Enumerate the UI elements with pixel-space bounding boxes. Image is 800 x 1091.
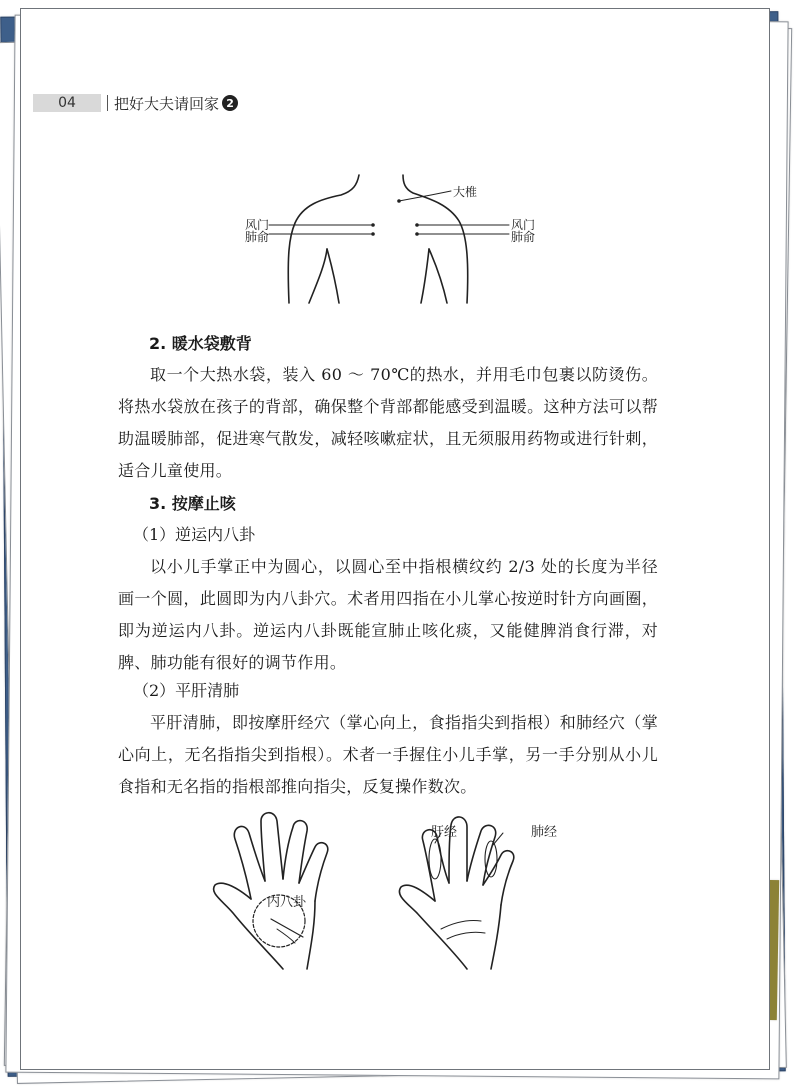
section-heading: 2. 暖水袋敷背 [149,334,252,353]
label-neibagua: 内八卦 [267,895,307,910]
label-feishu-right: 肺俞 [511,230,536,244]
volume-badge: 2 [222,95,238,111]
paragraph-text: 以小儿手掌正中为圆心，以圆心至中指根横纹约 2/3 处的长度为半径画一个圆，此圆即为内八卦穴。术者用四指在小儿掌心按逆时针方向画圈，即为逆运内八卦。逆运内八卦既能宣肺止咳化痰，又能健脾消食行滞，对脾、肺功能有很好的调节作用。 [118,557,658,672]
label-fengmen-right: 风门 [511,218,536,232]
label-fengmen-left: 风门 [245,218,270,232]
header-divider [107,95,108,111]
page-number: 04 [33,94,101,112]
label-feijing: 肺经 [531,825,558,840]
label-dazhui: 大椎 [453,185,478,199]
book-page [20,8,770,1070]
paragraph-text: 取一个大热水袋，装入 60 ～ 70℃的热水，并用毛巾包裹以防烫伤。将热水袋放在孩子的背部，确保整个背部都能感受到温暖。这种方法可以帮助温暖肺部，促进寒气散发，减轻咳嗽症状，且无须服用药物或进行针刺，适合儿童使用。 [118,365,658,480]
body-paragraph [118,551,658,679]
subsection-heading: （2）平肝清肺 [133,681,240,700]
book-title: 把好大夫请回家 [114,94,220,113]
label-feishu-left: 肺俞 [245,230,270,244]
paragraph-text: 平肝清肺，即按摩肝经穴（掌心向上，食指指尖到指根）和肺经穴（掌心向上，无名指指尖到指根）。术者一手握住小儿手掌，另一手分别从小儿食指和无名指的指根部推向指尖，反复操作数次。 [118,713,658,796]
body-paragraph [118,359,658,487]
subsection-heading: （1）逆运内八卦 [133,525,256,544]
body-paragraph [118,707,658,803]
section-heading: 3. 按摩止咳 [149,494,236,513]
running-header [33,93,238,113]
back-acupoint-figure [231,171,531,311]
label-ganjing: 肝经 [431,825,458,840]
